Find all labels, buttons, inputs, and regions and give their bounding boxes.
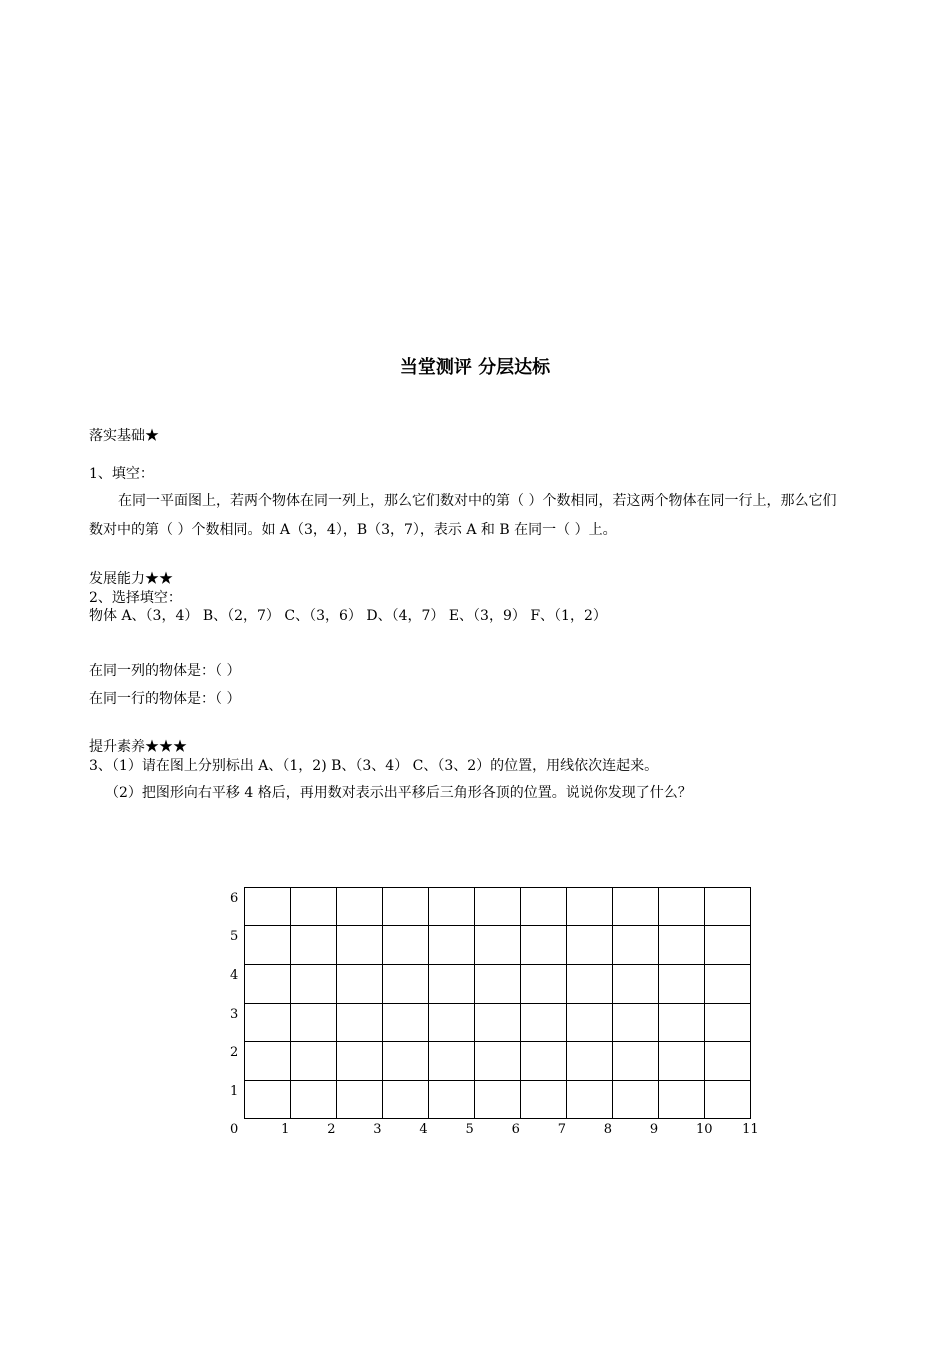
x-axis-label: 11: [742, 1122, 759, 1137]
y-axis-label: 5: [230, 929, 239, 944]
section2-heading: 发展能力★★: [89, 571, 173, 587]
x-axis-label: 9: [649, 1122, 659, 1137]
grid-cell: [613, 1042, 659, 1081]
grid-cell: [475, 926, 521, 965]
grid-cell: [521, 1004, 567, 1042]
grid-row: [245, 888, 751, 926]
grid-cell: [383, 1004, 429, 1042]
grid-cell: [567, 1004, 613, 1042]
grid-cell: [291, 1042, 337, 1081]
grid-cell: [245, 1081, 291, 1119]
grid-cell: [567, 965, 613, 1004]
y-axis-label: 1: [230, 1084, 239, 1099]
grid-cell: [291, 965, 337, 1004]
grid-cell: [613, 965, 659, 1004]
grid-cell: [705, 965, 751, 1004]
grid-cell: [521, 888, 567, 926]
grid-cell: [475, 1042, 521, 1081]
grid-cell: [521, 926, 567, 965]
x-axis-label: 1: [281, 1122, 290, 1137]
question3-part2: （2）把图形向右平移 4 格后，再用数对表示出平移后三角形各顶的位置。说说你发现了什么？: [105, 785, 692, 801]
grid-cell: [705, 1081, 751, 1119]
grid-table: [244, 887, 751, 1119]
grid-cell: [521, 965, 567, 1004]
same-column-answer: 在同一列的物体是：（ ）: [89, 663, 241, 679]
question1-label: 1、填空：: [89, 466, 154, 482]
grid-cell: [659, 926, 705, 965]
question3-part1: 3、（1）请在图上分别标出 A、（1，2) B、（3、4） C、（3、2）的位置，用线依次连起来。: [89, 758, 659, 774]
grid-cell: [567, 926, 613, 965]
grid-cell: [613, 926, 659, 965]
y-axis-label: 3: [230, 1007, 239, 1022]
same-row-answer: 在同一行的物体是：（ ）: [89, 691, 241, 707]
grid-cell: [429, 1081, 475, 1119]
grid-cell: [337, 1042, 383, 1081]
grid-cell: [705, 1042, 751, 1081]
x-axis-label: 6: [511, 1122, 520, 1137]
grid-cell: [245, 1004, 291, 1042]
section1-heading: 落实基础★: [89, 428, 159, 444]
grid-cell: [337, 1004, 383, 1042]
grid-cell: [383, 1042, 429, 1081]
grid-cell: [475, 1004, 521, 1042]
grid-cell: [659, 965, 705, 1004]
grid-cell: [429, 888, 475, 926]
grid-cell: [291, 1004, 337, 1042]
y-axis-label: 4: [230, 968, 239, 983]
x-axis-label: 3: [373, 1122, 382, 1137]
x-axis-label: 5: [465, 1122, 474, 1137]
grid-cell: [613, 888, 659, 926]
question2-options: 物体 A、（3，4） B、（2，7） C、（3，6） D、（4，7） E、（3，9） F、（1，2）: [89, 608, 607, 624]
grid-cell: [567, 1081, 613, 1119]
grid-cell: [383, 965, 429, 1004]
grid-cell: [337, 926, 383, 965]
grid-cell: [521, 1081, 567, 1119]
grid-row: [245, 1081, 751, 1119]
grid-cell: [659, 1042, 705, 1081]
grid-cell: [245, 1042, 291, 1081]
grid-cell: [245, 926, 291, 965]
grid-cell: [291, 1081, 337, 1119]
grid-cell: [429, 926, 475, 965]
grid-cell: [567, 888, 613, 926]
grid-cell: [337, 1081, 383, 1119]
x-axis-label: 4: [419, 1122, 428, 1137]
grid-cell: [705, 888, 751, 926]
grid-row: [245, 1042, 751, 1081]
grid-cell: [383, 926, 429, 965]
question2-label: 2、选择填空：: [89, 590, 182, 606]
page-title: 当堂测评 分层达标: [399, 357, 551, 378]
grid-cell: [383, 1081, 429, 1119]
grid-cell: [567, 1042, 613, 1081]
grid-cell: [245, 888, 291, 926]
grid-cell: [291, 888, 337, 926]
y-axis-label: 6: [230, 891, 239, 906]
question1-text-line2: 数对中的第（ ）个数相同。如 A（3，4），B（3，7），表示 A 和 B 在同一（ ）上。: [89, 522, 617, 538]
grid-cell: [475, 965, 521, 1004]
x-axis-label: 0: [230, 1122, 239, 1137]
grid-cell: [659, 1004, 705, 1042]
grid-cell: [475, 1081, 521, 1119]
y-axis-label: 2: [230, 1045, 239, 1060]
section3-heading: 提升素养★★★: [89, 739, 187, 755]
grid-cell: [475, 888, 521, 926]
grid-cell: [613, 1081, 659, 1119]
grid-row: [245, 965, 751, 1004]
grid-cell: [521, 1042, 567, 1081]
grid-cell: [429, 965, 475, 1004]
grid-row: [245, 1004, 751, 1042]
x-axis-label: 10: [696, 1122, 713, 1137]
grid-cell: [291, 926, 337, 965]
grid-cell: [659, 888, 705, 926]
x-axis-label: 8: [603, 1122, 613, 1137]
x-axis-label: 7: [557, 1122, 566, 1137]
x-axis-label: 2: [327, 1122, 336, 1137]
grid-cell: [383, 888, 429, 926]
grid-cell: [613, 1004, 659, 1042]
grid-cell: [429, 1004, 475, 1042]
grid-cell: [429, 1042, 475, 1081]
grid-cell: [337, 965, 383, 1004]
question1-text-line1: 在同一平面图上，若两个物体在同一列上，那么它们数对中的第（ ）个数相同，若这两个物体在同一行上，那么它们: [118, 493, 837, 509]
grid-row: [245, 926, 751, 965]
grid-cell: [245, 965, 291, 1004]
grid-cell: [337, 888, 383, 926]
grid-cell: [705, 926, 751, 965]
grid-cell: [659, 1081, 705, 1119]
grid-cell: [705, 1004, 751, 1042]
